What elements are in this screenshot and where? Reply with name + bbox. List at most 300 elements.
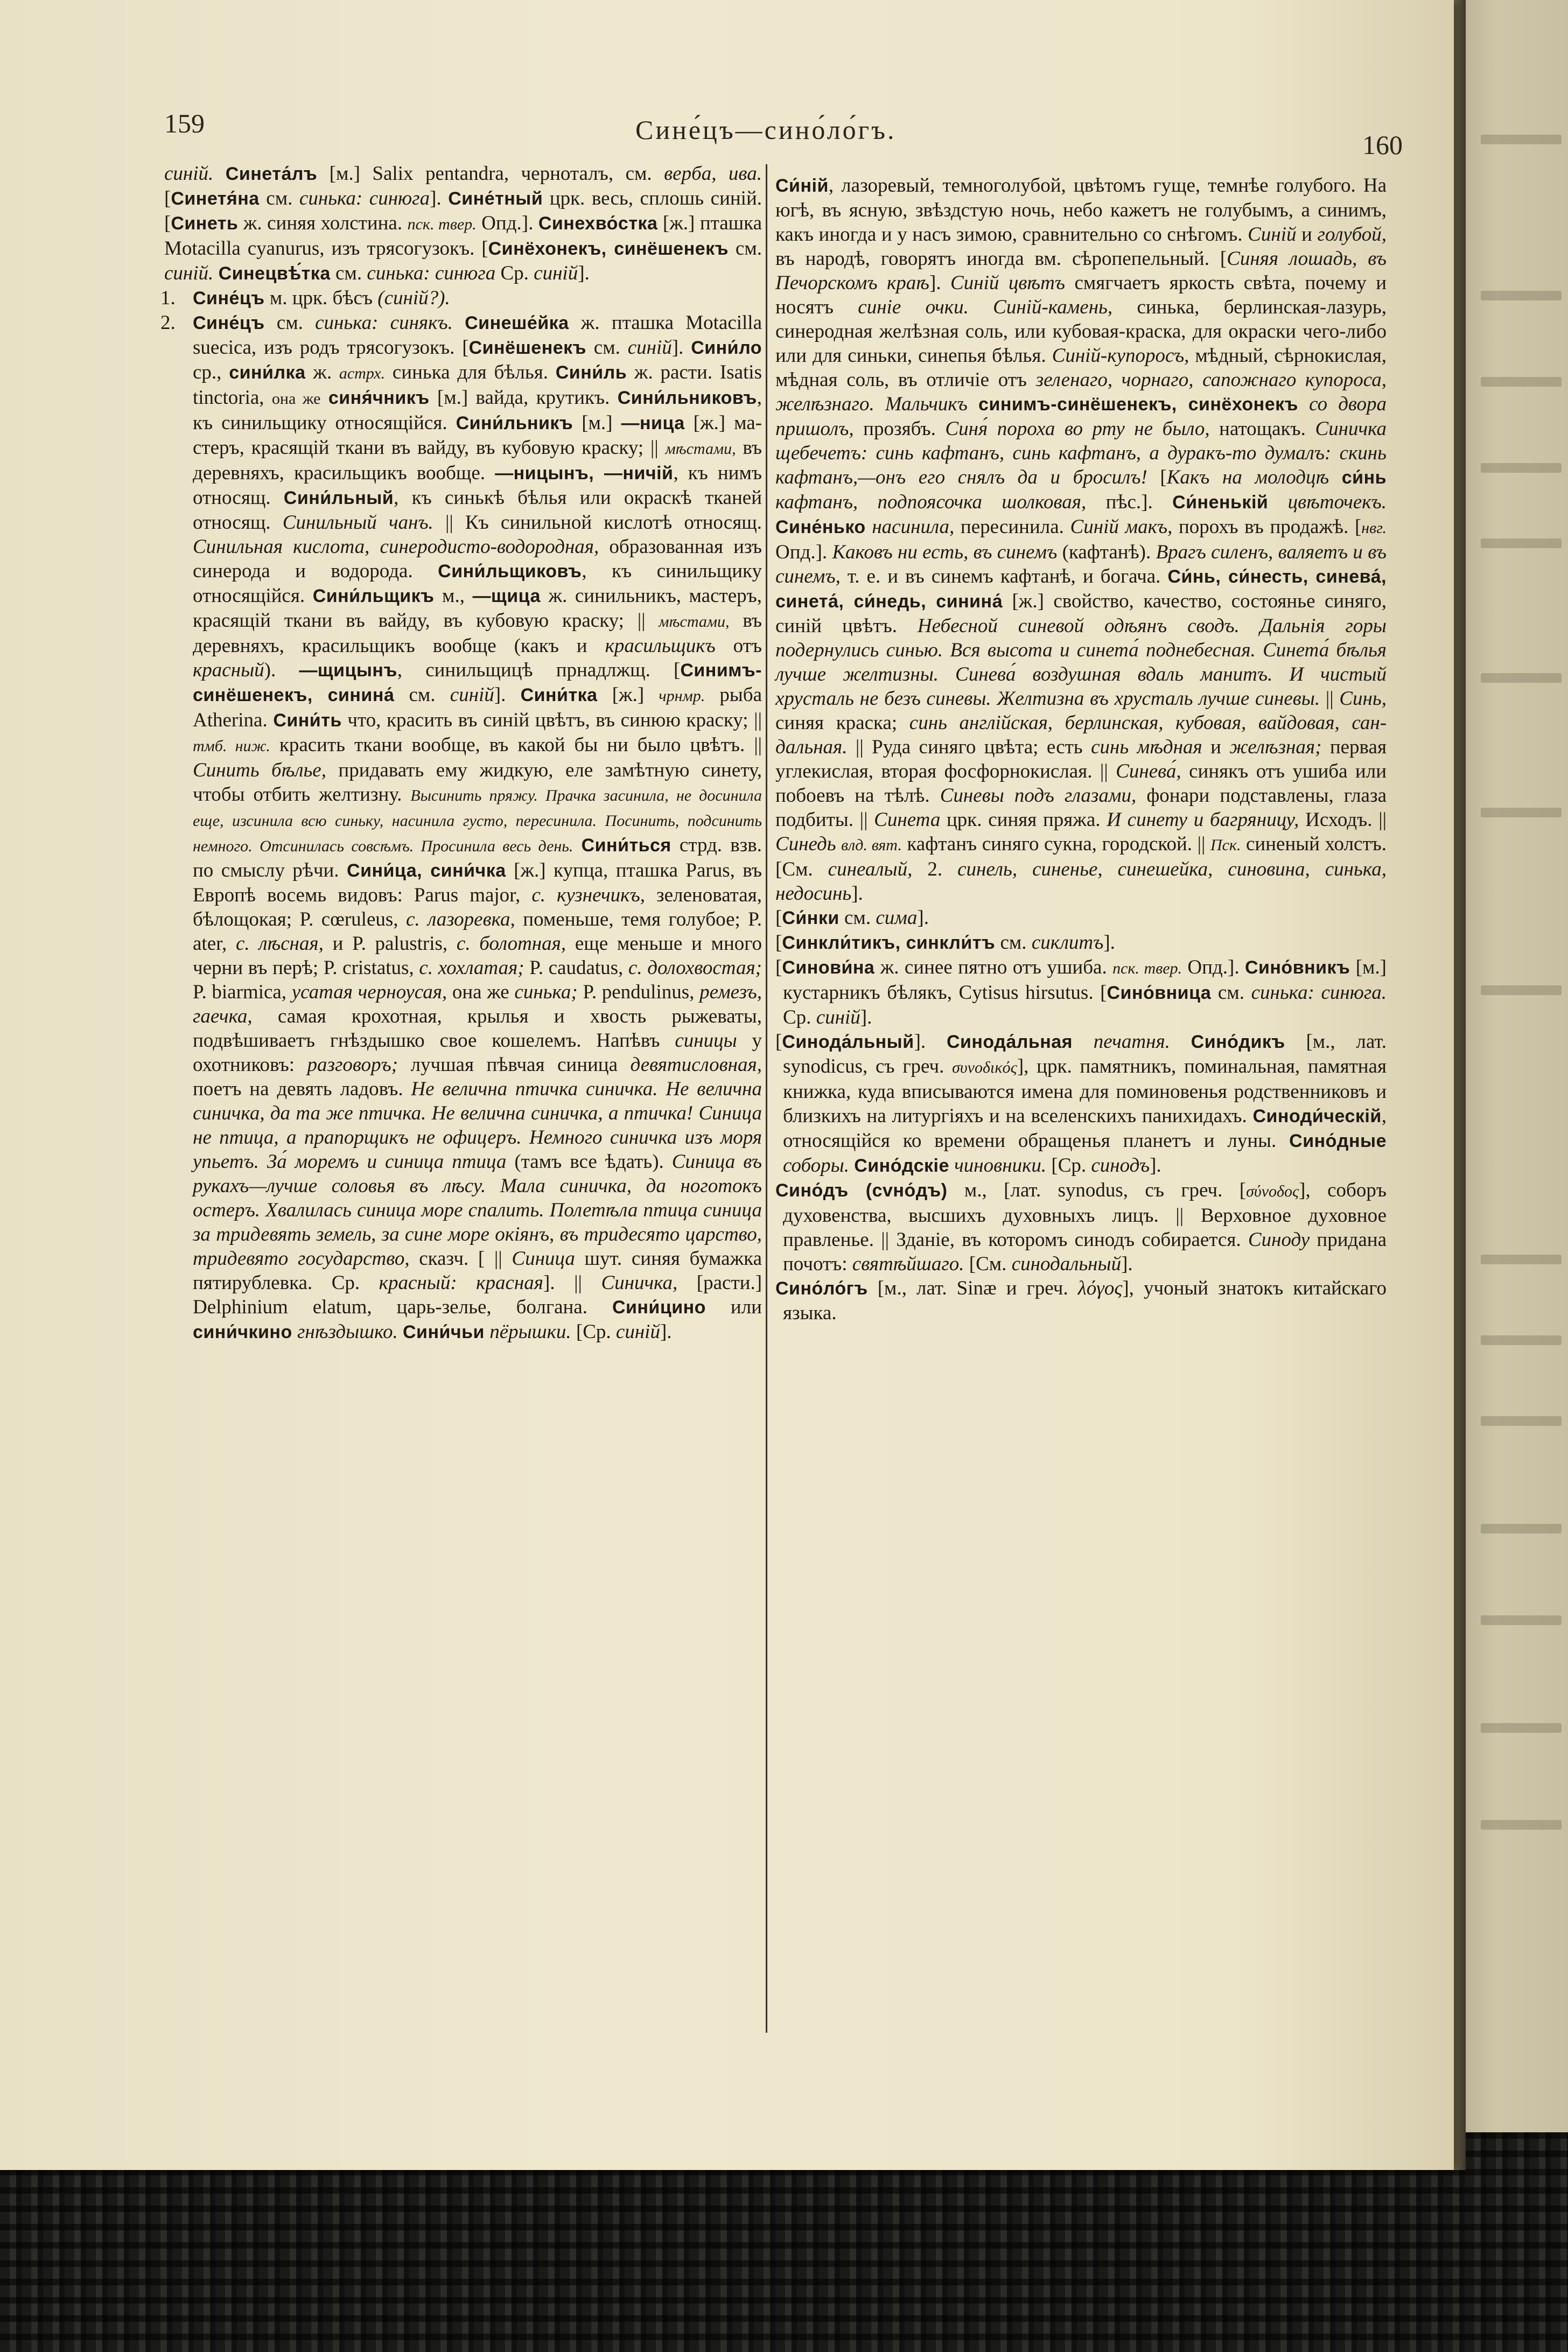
- entry-segment: см.: [839, 907, 876, 929]
- headword: Си́нки: [782, 908, 839, 928]
- entry-segment: Синить бѣлье,: [193, 759, 326, 781]
- entry-segment: ].: [1121, 1253, 1133, 1275]
- entry-segment: см.: [728, 237, 762, 260]
- headword: Сини́цино: [612, 1297, 706, 1318]
- headword: Сини́льниковъ: [617, 388, 757, 408]
- adjacent-page-text-ghost: [1481, 985, 1562, 995]
- entry-segment: въ деревняхъ, красильщикъ вообще.: [193, 437, 762, 484]
- headword: Синода́льный: [782, 1032, 914, 1052]
- entry-segment: кафтанъ синяго сукна, городской. ||: [901, 833, 1210, 855]
- entry-segment: пёрышки.: [489, 1321, 571, 1343]
- headword: Сини́льщикъ: [312, 586, 435, 606]
- entry-segment: самая крохотная, крылья и хвость рыжеваты, подвѣшиваетъ гнѣздышко свое кошелемъ. Напѣвъ: [193, 1005, 762, 1052]
- headword: Синкли́тикъ, синкли́тъ: [782, 933, 996, 953]
- entry-segment: еще меньше и много черни въ перѣ; P. cristatus,: [193, 933, 762, 979]
- right-column: [775, 173, 1387, 1325]
- entry-segment: ].: [1150, 1154, 1161, 1177]
- entry-segment: с. кузнечикъ,: [531, 884, 645, 906]
- headword: —щица: [472, 586, 541, 606]
- entry-segment: Синица: [512, 1248, 575, 1270]
- headword: Синетя́на: [171, 188, 260, 209]
- headword: синя́чникъ: [328, 388, 430, 408]
- headword: Си́ненькій: [1172, 492, 1269, 513]
- entry-segment: тмб. ниж.: [193, 737, 270, 755]
- adjacent-page-text-ghost: [1481, 377, 1562, 387]
- entry-segment: ], црк. памятникъ, поминальная, памятная книжка, куда вписываются имена для поминовенья родственниковъ и близкихъ на литургіяхъ и на вселенскихъ панихидахъ.: [783, 1055, 1387, 1127]
- entry-segment: лучшая пѣвчая синица: [398, 1054, 631, 1076]
- entry-segment: Опд.].: [1182, 956, 1245, 978]
- entry-segment: влд. вят.: [841, 836, 902, 854]
- entry-segment: она же: [271, 390, 321, 408]
- entry-segment: натощакъ.: [1209, 418, 1315, 440]
- entry-segment: Синій: [1248, 223, 1297, 246]
- entry-segment: Синильная кислота, синеродисто-водородная,: [193, 536, 599, 558]
- entry-segment: ремезъ, гаечка,: [193, 981, 762, 1027]
- entry-segment: красный: [193, 659, 264, 681]
- entry-segment: кафтанъ, подпоясочка шолковая,: [775, 491, 1087, 513]
- entry-segment: σύνοδος: [1246, 1182, 1299, 1200]
- headword: Сино́ло́гъ: [775, 1278, 868, 1299]
- entry-segment: чиновники.: [954, 1154, 1047, 1177]
- entry-segment: , къ нимъ относящ.: [193, 462, 762, 509]
- entry-segment: ].: [914, 1031, 947, 1053]
- entry-segment: [См.: [964, 1253, 1012, 1275]
- entry-segment: Синета: [874, 809, 941, 831]
- entry-segment: ж. синее пятно отъ ушиба.: [874, 956, 1113, 978]
- entry-segment: Опд.].: [775, 541, 832, 563]
- entry-segment: соборы.: [783, 1154, 849, 1177]
- dictionary-entry: [775, 930, 1387, 955]
- entry-segment: синька, берлинская-лазурь, синеродная желѣзная соль, или кубовая-краска, для окраски чего-либо или для синьки, синепья бѣлья.: [775, 296, 1387, 367]
- entry-segment: образованная изъ синерода и водорода.: [193, 536, 762, 582]
- entry-segment: ].: [929, 272, 951, 294]
- entry-segment: см.: [259, 187, 299, 209]
- entry-segment: рыба Atherina.: [193, 684, 762, 731]
- entry-segment: Синичка,: [601, 1272, 678, 1294]
- column-divider: [766, 164, 767, 2033]
- entry-segment: см.: [995, 932, 1032, 954]
- entry-segment: [Ср.: [571, 1321, 616, 1343]
- entry-segment: ].: [430, 187, 449, 209]
- entry-segment: [398, 1321, 403, 1343]
- entry-segment: црк. весь, сплошь синій. [: [164, 187, 762, 234]
- headword: сини́лка: [229, 362, 306, 383]
- entry-segment: [874, 393, 885, 415]
- adjacent-page-text-ghost: [1481, 673, 1562, 683]
- entry-segment: и P. palustris,: [323, 933, 457, 955]
- entry-segment: [: [164, 187, 171, 209]
- entry-segment: [: [775, 956, 782, 978]
- entry-segment: Синедь: [775, 833, 836, 855]
- entry-segment: P. biarmica,: [193, 981, 292, 1003]
- entry-segment: συνοδικός: [952, 1059, 1017, 1076]
- entry-segment: [м.] вайда, крутикъ.: [429, 387, 618, 409]
- entry-segment: ].: [671, 337, 691, 359]
- entry-segment: ], учоный знатокъ китайскаго языка.: [783, 1277, 1387, 1324]
- entry-segment: девятисловная,: [630, 1054, 762, 1076]
- entry-segment: 2.: [912, 858, 958, 880]
- entry-segment: синякъ отъ ушиба или побоевъ на тѣлѣ.: [775, 760, 1387, 807]
- entry-segment: ||: [1320, 688, 1340, 710]
- entry-segment: порохъ въ продажѣ. [: [1172, 516, 1362, 538]
- entry-segment: Синя́ пороха во рту не было,: [945, 418, 1210, 440]
- entry-segment: [1329, 466, 1342, 488]
- headword: Сино́дъ (сvно́дъ): [775, 1180, 948, 1201]
- entry-segment: отъ: [715, 635, 762, 657]
- headword: Сини́ло: [691, 338, 762, 358]
- entry-segment: красильщикъ: [605, 635, 716, 657]
- entry-segment: фонари подставлены, глаза подбиты. ||: [775, 785, 1387, 831]
- entry-segment: синька: синюга.: [1251, 982, 1387, 1004]
- headword: —ница: [621, 413, 685, 433]
- entry-segment: м.,: [434, 585, 473, 607]
- running-title: Сине́цъ—сино́ло́гъ.: [635, 115, 897, 145]
- entry-segment: синь мѣдная: [1091, 736, 1202, 758]
- headword: Сини́ца, сини́чка: [347, 860, 506, 881]
- entry-segment: красить ткани вообще, въ какой бы ни было цвѣтъ. ||: [270, 734, 762, 756]
- entry-segment: синіе очки.: [858, 296, 969, 318]
- entry-segment: синій: [615, 1321, 660, 1343]
- entry-segment: нвг.: [1361, 519, 1387, 537]
- entry-segment: сима: [876, 907, 918, 929]
- entry-segment: синеалый,: [828, 858, 913, 880]
- entry-segment: [573, 834, 581, 856]
- entry-segment: сиклитъ: [1031, 932, 1104, 954]
- entry-segment: ж. синяя холстина.: [238, 212, 408, 234]
- dictionary-entry: [775, 1030, 1387, 1178]
- entry-segment: синій: [627, 337, 672, 359]
- headword: Сини́ться: [581, 835, 671, 856]
- entry-segment: [ж.] мастеръ, красящій ткани въ вайду, въ кубовую краску; ||: [193, 412, 762, 459]
- dictionary-entry: [775, 1276, 1387, 1325]
- entry-segment: [расти.] Delphinium elatum, царь-зелье, болгана.: [193, 1272, 762, 1318]
- headword: Сини́тка: [520, 685, 598, 705]
- left-column: [160, 162, 762, 1345]
- entry-segment: [968, 393, 978, 415]
- entry-segment: Не велична птичка синичка. Не велична синичка, да та же птичка. Не велична синичка, а птичка! Синица не птица, а прапорщикъ не офицеръ. Немного синичка изъ моря упьетъ. За́ моремъ и синица птица: [193, 1078, 762, 1173]
- headword: Сини́ль: [555, 362, 627, 383]
- entry-segment: красный: красная: [379, 1272, 543, 1294]
- headword: Си́ній: [775, 176, 829, 196]
- headword: Синимъ-синёшенекъ, синина́: [193, 660, 762, 705]
- dictionary-entry: [160, 286, 762, 311]
- entry-segment: Врагъ силенъ, валяетъ и въ синемъ,: [775, 541, 1387, 587]
- adjacent-page-text-ghost: [1481, 291, 1562, 300]
- entry-segment: Мальчикъ: [885, 393, 968, 415]
- entry-segment: ]. ||: [543, 1272, 601, 1294]
- entry-segment: Какъ на молодцѣ: [1166, 466, 1329, 488]
- dictionary-entry: [775, 955, 1387, 1030]
- entry-segment: синька;: [514, 981, 578, 1003]
- entry-text: [193, 286, 450, 311]
- page-number-left: 159: [164, 108, 205, 138]
- entry-segment: ж. пташка Motacilla suecica, изъ родъ трясогузокъ. [: [193, 312, 762, 359]
- headword: Сине́тный: [448, 188, 543, 209]
- entry-segment: , лазоревый, темноголубой, цвѣтомъ гуще, темнѣе голубого. На югѣ, въ ясную, звѣздстую ночь, небо кажетъ не голубымъ, а синимъ, какъ иногда и у насъ зимою, сравнительно со снѣгомъ.: [775, 174, 1387, 246]
- entry-segment: [м., лат. synodicus, съ греч.: [783, 1031, 1387, 1077]
- entry-segment: синька: синюга: [299, 187, 430, 209]
- entry-segment: , къ синькѣ бѣлья или окраскѣ тканей относящ.: [193, 487, 762, 534]
- entry-segment: P. pendulinus,: [577, 981, 700, 1003]
- entry-segment: т. е. и въ синемъ кафтанѣ, и богача.: [840, 565, 1168, 587]
- entry-segment: Синь,: [1339, 688, 1387, 710]
- headword: Сино́дикъ: [1191, 1032, 1285, 1052]
- entry-segment: [1170, 1031, 1191, 1053]
- entry-segment: синеный холстъ. [См.: [775, 833, 1387, 880]
- entry-segment: верба, ива.: [664, 163, 762, 185]
- entry-segment: Синій-купоросъ,: [1052, 345, 1189, 367]
- headword: Сино́дскіе: [854, 1156, 949, 1176]
- entry-segment: Синяя лошадь, въ Печорскомъ краѣ: [775, 248, 1387, 294]
- headword: Синета́лъ: [225, 164, 318, 184]
- entry-segment: , синильщицѣ прнадлжщ. [: [397, 659, 681, 681]
- entry-segment: [Ср.: [1046, 1154, 1091, 1177]
- adjacent-page-text-ghost: [1481, 808, 1562, 817]
- entry-segment: ].: [860, 1006, 872, 1028]
- entry-segment: [м.] Salix pentandra, черноталъ, см.: [317, 163, 664, 185]
- entry-segment: разговоръ;: [307, 1054, 398, 1076]
- entry-segment: ].: [660, 1321, 672, 1343]
- entry-segment: [321, 387, 328, 409]
- adjacent-page-text-ghost: [1481, 1820, 1562, 1830]
- adjacent-page-text-ghost: [1481, 463, 1562, 473]
- entry-segment: Синоду: [1248, 1229, 1310, 1251]
- entry-text: [193, 311, 762, 1345]
- entry-segment: [: [1147, 466, 1167, 488]
- adjacent-page-text-ghost: [1481, 538, 1562, 548]
- entry-segment: зеленаго, чорнаго, сапожнаго купороса, желѣзнаго.: [775, 369, 1387, 415]
- entry-segment: [849, 1154, 854, 1177]
- headword: Сини́льный: [283, 488, 394, 508]
- adjacent-page-text-ghost: [1481, 1723, 1562, 1733]
- entry-segment: синель, синенье, синешейка, синовина, синька, недосинь: [775, 858, 1387, 905]
- entry-segment: [1298, 393, 1309, 415]
- entry-segment: Высинить пряжу. Прачка засинила, не досинила еще, изсинила всю синьку, насинила густо, пересинила. Посинить, подсинить немного. Отсинилась совсѣмъ. Просинила весь день.: [193, 787, 762, 855]
- entry-segment: [1073, 1031, 1094, 1053]
- entry-segment: чрнмр.: [659, 687, 705, 705]
- headword: Синови́на: [782, 957, 875, 978]
- headword: Си́нь, си́несть, синева́, синета́, си́недь, синина́: [775, 566, 1387, 612]
- entry-segment: Синій макъ,: [1070, 516, 1173, 538]
- headword: Сино́дные: [1289, 1131, 1387, 1151]
- adjacent-page-text-ghost: [1481, 135, 1562, 144]
- entry-number: 1.: [160, 287, 176, 309]
- entry-segment: с. лазоревка,: [406, 908, 515, 930]
- entry-number: 2.: [160, 312, 176, 334]
- headword: синимъ-синёшенекъ, синёхонекъ: [978, 394, 1298, 415]
- entry-segment: [485, 1321, 489, 1343]
- headword: Сине́цъ: [193, 288, 265, 309]
- entry-segment: , къ синильщику относящійся.: [193, 560, 762, 607]
- entry-segment: ж. расти. Isatis tinctoria,: [193, 361, 762, 409]
- entry-segment: ].: [1103, 932, 1115, 954]
- entry-segment: синодальный: [1011, 1253, 1122, 1275]
- entry-segment: цвѣточекъ.: [1287, 491, 1387, 513]
- entry-segment: придавать ему жидкую, еле замѣтную синету, чтобы отбить желтизну.: [193, 759, 762, 806]
- entry-segment: синька: синюга: [367, 262, 496, 284]
- entry-segment: что, красить въ синій цвѣтъ, въ синюю краску; ||: [341, 709, 762, 731]
- entry-segment: , къ синильщику относящійся.: [193, 387, 762, 434]
- entry-segment: [866, 516, 872, 538]
- dictionary-entry: [775, 173, 1387, 906]
- entry-segment: пск. твер.: [1112, 960, 1182, 977]
- entry-segment: [1268, 491, 1287, 513]
- entry-segment: ].: [494, 684, 521, 706]
- entry-segment: м., [лат. synodus, съ греч. [: [947, 1179, 1247, 1201]
- entry-segment: Небесной синевой одѣянъ сводъ. Дальнія горы подернулись синью. Вся высота и синета́ поднебесная. Синета́ бѣлья лучше желтизны. Синева́ воздушная вдаль манитъ. И чистый хрусталь не безъ синевы. Желтизна въ хрусталь лучше синевы.: [775, 615, 1387, 710]
- entry-segment: м. црк. бѣсъ: [264, 287, 378, 309]
- entry-segment: ).: [264, 659, 299, 681]
- entry-segment: см.: [330, 262, 367, 284]
- entry-segment: синій: [534, 262, 578, 284]
- entry-segment: Опд.].: [476, 212, 538, 234]
- entry-segment: синій.: [164, 163, 226, 185]
- headword: Сино́вница: [1107, 983, 1212, 1003]
- entry-segment: святѣйшаго.: [852, 1253, 964, 1275]
- entry-segment: голубой,: [1317, 223, 1387, 246]
- entry-segment: усатая черноусая,: [291, 981, 447, 1003]
- entry-segment: Ср.: [783, 1006, 816, 1028]
- entry-segment: мѣдный, сѣрнокислая, мѣдная соль, въ отличіе отъ: [775, 345, 1387, 391]
- entry-segment: Синій-камень,: [993, 296, 1113, 318]
- entry-segment: [м.] кустарникъ бѣлякъ, Cytisus hirsutus. [: [783, 956, 1387, 1004]
- headword: —щицынъ: [299, 660, 397, 681]
- entry-segment: ].: [917, 907, 929, 929]
- entry-segment: ж. синильникъ, мастеръ, красящій ткани въ вайду, въ кубовую краску; ||: [193, 585, 762, 632]
- adjacent-page-text-ghost: [1481, 1524, 1562, 1534]
- entry-segment: синодъ: [1091, 1154, 1150, 1177]
- entry-segment: [292, 1321, 297, 1343]
- headword: Сино́вникъ: [1244, 957, 1350, 978]
- headword: си́нь: [1341, 467, 1387, 488]
- entry-segment: придана почотъ:: [783, 1229, 1387, 1275]
- entry-segment: ].: [578, 262, 590, 284]
- headword: Сине́нько: [775, 517, 866, 537]
- entry-segment: мѣстами,: [659, 613, 730, 631]
- entry-segment: ср.,: [193, 361, 229, 383]
- entry-segment: см.: [264, 312, 316, 334]
- entry-segment: зеленоватая, бѣлощокая; P. cœruleus,: [193, 884, 762, 930]
- entry-segment: прозябъ.: [853, 418, 946, 440]
- entry-segment: || Руда синяго цвѣта; есть: [847, 736, 1091, 758]
- entry-segment: с. хохлатая;: [419, 957, 524, 979]
- entry-segment: [949, 1154, 954, 1177]
- entry-segment: [ж.]: [597, 684, 659, 706]
- entry-segment: [ж.] купца, пташка Parus, въ Европѣ восемь видовъ: Parus major,: [193, 859, 762, 906]
- entry-segment: Синева́,: [1116, 760, 1181, 782]
- entry-segment: синь англійская, берлинская, кубовая, вайдовая, сандальная.: [775, 712, 1387, 758]
- entry-segment: [213, 262, 218, 284]
- entry-segment: мѣстами,: [665, 440, 736, 458]
- entry-segment: ж.: [305, 361, 339, 383]
- entry-segment: поетъ на девять ладовъ.: [193, 1078, 411, 1100]
- entry-segment: [ж.] пташка Motacilla cyanurus, изъ трясогузокъ. [: [164, 212, 762, 260]
- headword: —ницынъ, —ничій: [495, 463, 674, 484]
- entry-segment: шут. синяя бумажка пятирублевка. Ср.: [193, 1248, 762, 1294]
- entry-segment: см.: [586, 337, 628, 359]
- entry-segment: синяя краска;: [775, 712, 909, 734]
- entry-segment: Синевы подъ глазами,: [940, 785, 1137, 807]
- entry-segment: и: [1202, 736, 1230, 758]
- headword: Синехво́стка: [538, 213, 658, 234]
- entry-segment: с. лѣсная,: [235, 933, 324, 955]
- entry-segment: [м.]: [573, 412, 621, 434]
- dictionary-entry: [775, 906, 1387, 930]
- entry-segment: или: [705, 1296, 762, 1318]
- headword: Сини́ть: [273, 710, 342, 731]
- entry-segment: въ народѣ, говорятъ иногда вм. сѣропепельный. [: [775, 248, 1227, 270]
- entry-segment: сказч. [ ||: [409, 1248, 512, 1270]
- entry-segment: [: [775, 907, 782, 929]
- entry-segment: синицы: [675, 1030, 737, 1052]
- entry-segment: [м., лат. Sinæ и греч.: [867, 1277, 1078, 1299]
- page-gutter-shadow: [1454, 0, 1466, 2170]
- entry-segment: астрх.: [339, 365, 386, 382]
- entry-segment: синій: [816, 1006, 860, 1028]
- entry-segment: печатня.: [1093, 1031, 1170, 1053]
- entry-segment: λόγος: [1077, 1277, 1123, 1299]
- headword: Синеть: [171, 213, 239, 234]
- entry-segment: Пск.: [1210, 836, 1241, 854]
- adjacent-page-edge: [1466, 0, 1568, 2132]
- entry-segment: Синица въ рукахъ—лучше соловья въ лѣсу. Мала синичка, да ноготокъ остеръ. Хвалилась синица море спалить. Полетѣла птица синица за тридевять земель, за сине море окіянъ, въ тридесято царство, тридевято государство,: [193, 1151, 762, 1270]
- entry-segment: синій.: [164, 262, 214, 284]
- entry-segment: Каковъ ни есть, въ синемъ: [832, 541, 1058, 563]
- entry-segment: Исходъ. ||: [1299, 809, 1387, 831]
- entry-segment: Синичка щебечетъ: синь кафтанъ, синь кафтанъ, а дуракъ-то думалъ: скинь кафтанъ,—онъ его снялъ да и бросилъ!: [775, 418, 1387, 488]
- adjacent-page-text-ghost: [1481, 1255, 1562, 1264]
- entry-segment: смягчаетъ яркость свѣта, почему и носятъ: [775, 272, 1387, 318]
- entry-segment: см.: [1211, 982, 1251, 1004]
- entry-segment: желѣзная;: [1229, 736, 1322, 758]
- entry-segment: Синій цвѣтъ: [950, 272, 1065, 294]
- entry-segment: пересинила.: [954, 516, 1070, 538]
- adjacent-page-text-ghost: [1481, 1416, 1562, 1426]
- entry-segment: гнѣздышко.: [297, 1321, 398, 1343]
- entry-segment: и: [1296, 223, 1318, 246]
- entry-segment: [453, 312, 465, 334]
- headword: Синода́льная: [946, 1032, 1073, 1052]
- page-number-right: 160: [1362, 130, 1403, 160]
- entry-segment: P. caudatus,: [524, 957, 628, 979]
- adjacent-page-text-ghost: [1481, 1615, 1562, 1625]
- dictionary-entry: [775, 1178, 1387, 1276]
- entry-segment: въ деревняхъ, красильщикъ вообще (какъ и: [193, 610, 762, 657]
- headword: Сине́цъ: [193, 313, 265, 333]
- headword: Сини́льщиковъ: [438, 561, 582, 582]
- entry-segment: синій: [450, 684, 494, 706]
- entry-segment: Ср.: [495, 262, 534, 284]
- entry-segment: [: [775, 1031, 782, 1053]
- entry-segment: с. болотная,: [456, 933, 566, 955]
- headword: Синоди́ческій: [1252, 1106, 1382, 1126]
- entry-segment: (тамъ все ѣдать).: [506, 1151, 672, 1173]
- headword: Синёхонекъ, синёшенекъ: [488, 239, 729, 259]
- entry-segment: поменьше, темя голубое; P. ater,: [193, 908, 762, 955]
- headword: Сини́чьи: [403, 1322, 485, 1342]
- entry-segment: пѣс.].: [1086, 491, 1173, 513]
- entry-segment: ], соборъ духовенства, высшихъ духовныхъ лицъ. || Верховное духовное правленье. || Зданіе, въ которомъ синодъ собирается.: [783, 1179, 1387, 1251]
- entry-segment: (кафтанѣ).: [1057, 541, 1156, 563]
- entry-segment: ].: [851, 883, 863, 905]
- headword: Сини́льникъ: [456, 413, 573, 433]
- entry-segment: [836, 833, 842, 855]
- entry-segment: (синій?).: [377, 287, 450, 309]
- entry-segment: || Къ синильной кислотѣ относящ.: [433, 512, 762, 534]
- entry-segment: [: [775, 932, 782, 954]
- entry-segment: первая углекислая, вторая фосфорнокислая. ||: [775, 736, 1387, 782]
- dictionary-entry: [160, 311, 762, 1345]
